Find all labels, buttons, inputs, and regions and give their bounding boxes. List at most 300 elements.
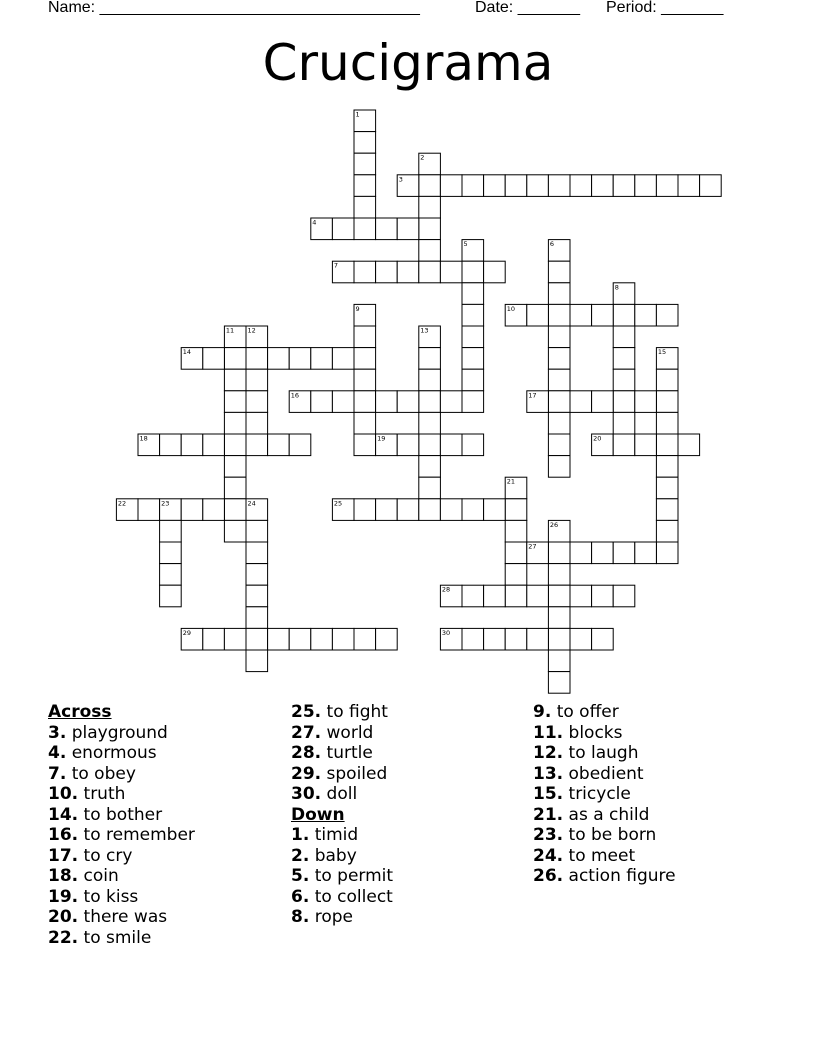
- grid-cell[interactable]: [570, 542, 592, 564]
- clue-item: [48, 866, 195, 887]
- grid-cell[interactable]: [181, 434, 203, 456]
- grid-cell[interactable]: [656, 391, 678, 413]
- grid-cell[interactable]: [160, 564, 182, 586]
- clue-item: [48, 723, 195, 744]
- grid-cell[interactable]: [548, 391, 570, 413]
- clue-text: to fight: [326, 702, 388, 722]
- grid-cell[interactable]: [160, 542, 182, 564]
- cell-number: 29: [182, 628, 191, 637]
- grid-cell[interactable]: [484, 585, 506, 607]
- clue-item: [291, 907, 393, 928]
- grid-cell[interactable]: [635, 434, 657, 456]
- grid-cell[interactable]: [635, 391, 657, 413]
- grid-cell[interactable]: [354, 434, 376, 456]
- grid-cell[interactable]: [289, 628, 311, 650]
- grid-cell[interactable]: [354, 499, 376, 521]
- clue-item: [533, 764, 676, 785]
- clue-number: 27.: [291, 722, 322, 743]
- clue-number: 25.: [291, 702, 322, 722]
- grid-cell[interactable]: [548, 650, 570, 672]
- grid-cell[interactable]: [224, 499, 246, 521]
- clue-item: [533, 702, 676, 723]
- grid-cell[interactable]: [505, 499, 527, 521]
- grid-cell[interactable]: [462, 499, 484, 521]
- grid-cell[interactable]: [548, 304, 570, 326]
- grid-cell[interactable]: [419, 240, 441, 262]
- grid-cell[interactable]: [527, 304, 549, 326]
- page-title: Crucigrama: [262, 34, 554, 92]
- clue-number: 19.: [48, 886, 79, 907]
- grid-cell[interactable]: [203, 348, 225, 370]
- clue-text: to collect: [314, 886, 393, 907]
- grid-cell[interactable]: [656, 412, 678, 434]
- grid-cell[interactable]: [440, 175, 462, 197]
- clue-item: [291, 846, 393, 867]
- clue-number: 11.: [533, 722, 564, 743]
- grid-cell[interactable]: [289, 434, 311, 456]
- grid-cell[interactable]: [160, 520, 182, 542]
- clue-number: 8.: [291, 907, 310, 927]
- clue-number: 26.: [533, 866, 564, 886]
- grid-cell[interactable]: [505, 542, 527, 564]
- grid-cell[interactable]: [268, 434, 290, 456]
- grid-cell[interactable]: [548, 456, 570, 478]
- cell-number: 15: [657, 348, 667, 357]
- grid-cell[interactable]: [656, 520, 678, 542]
- grid-cell[interactable]: [548, 261, 570, 283]
- grid-cell[interactable]: [592, 304, 614, 326]
- grid-cell[interactable]: [548, 326, 570, 348]
- clue-item: [48, 928, 195, 949]
- grid-cell[interactable]: [354, 348, 376, 370]
- clue-number: 14.: [48, 804, 79, 825]
- cell-number: 26: [549, 520, 559, 529]
- grid-cell[interactable]: [505, 585, 527, 607]
- grid-cell[interactable]: [462, 175, 484, 197]
- grid-cell[interactable]: [246, 348, 268, 370]
- cell-number: 8: [614, 283, 619, 292]
- grid-cell[interactable]: [354, 218, 376, 240]
- grid-cell[interactable]: [462, 283, 484, 305]
- clue-number: 24.: [533, 845, 564, 866]
- grid-cell[interactable]: [484, 628, 506, 650]
- grid-cell[interactable]: [484, 499, 506, 521]
- clue-number: 2.: [291, 845, 310, 866]
- clue-text: playground: [71, 722, 168, 743]
- clue-item: [533, 805, 676, 826]
- clue-number: 15.: [533, 784, 564, 804]
- grid-cell[interactable]: [548, 542, 570, 564]
- clue-item: [48, 805, 195, 826]
- grid-cell[interactable]: [224, 456, 246, 478]
- clue-text: truth: [83, 784, 126, 804]
- grid-cell[interactable]: [354, 153, 376, 175]
- clue-text: doll: [326, 784, 358, 804]
- clue-item: [533, 723, 676, 744]
- grid-cell[interactable]: [592, 175, 614, 197]
- clue-item: [48, 784, 195, 805]
- clue-text: to offer: [556, 702, 619, 722]
- down-heading: Down: [291, 804, 345, 825]
- grid-cell[interactable]: [613, 391, 635, 413]
- cell-number: 23: [161, 499, 170, 508]
- grid-cell[interactable]: [246, 434, 268, 456]
- grid-cell[interactable]: [224, 477, 246, 499]
- grid-cell[interactable]: [354, 628, 376, 650]
- grid-cell[interactable]: [354, 132, 376, 154]
- grid-cell[interactable]: [268, 348, 290, 370]
- clue-text: to obey: [71, 763, 136, 784]
- clue-item: [48, 846, 195, 867]
- grid-cell[interactable]: [160, 585, 182, 607]
- clue-text: baby: [314, 845, 357, 866]
- grid-cell[interactable]: [635, 175, 657, 197]
- grid-cell[interactable]: [203, 434, 225, 456]
- clue-item: [291, 764, 393, 785]
- grid-cell[interactable]: [527, 628, 549, 650]
- grid-cell[interactable]: [397, 218, 419, 240]
- grid-cell[interactable]: [570, 391, 592, 413]
- grid-cell[interactable]: [289, 348, 311, 370]
- grid-cell[interactable]: [462, 391, 484, 413]
- clue-number: 10.: [48, 784, 79, 804]
- grid-cell[interactable]: [548, 283, 570, 305]
- grid-cell[interactable]: [700, 175, 722, 197]
- grid-cell[interactable]: [613, 412, 635, 434]
- grid-cell[interactable]: [160, 434, 182, 456]
- clue-text: to meet: [568, 845, 636, 866]
- clue-number: 30.: [291, 784, 322, 804]
- grid-cell[interactable]: [332, 348, 354, 370]
- grid-cell[interactable]: [548, 412, 570, 434]
- clue-text: enormous: [71, 743, 157, 763]
- clue-number: 1.: [291, 825, 310, 845]
- cell-number: 2: [420, 153, 425, 162]
- grid-cell[interactable]: [354, 175, 376, 197]
- grid-cell[interactable]: [570, 175, 592, 197]
- grid-cell[interactable]: [462, 585, 484, 607]
- grid-cell[interactable]: [462, 434, 484, 456]
- grid-cell[interactable]: [246, 650, 268, 672]
- clue-text: turtle: [326, 743, 373, 763]
- grid-cell[interactable]: [332, 628, 354, 650]
- grid-cell[interactable]: [613, 175, 635, 197]
- cell-number: 20: [593, 434, 602, 443]
- grid-cell[interactable]: [592, 628, 614, 650]
- clue-text: tricycle: [568, 784, 631, 804]
- clue-text: blocks: [568, 722, 623, 743]
- grid-cell[interactable]: [354, 369, 376, 391]
- clue-text: to laugh: [568, 743, 639, 763]
- grid-cell[interactable]: [613, 304, 635, 326]
- cell-number: 6: [549, 240, 555, 249]
- grid-cell[interactable]: [613, 348, 635, 370]
- grid-cell[interactable]: [224, 434, 246, 456]
- across-heading: Across: [48, 702, 112, 722]
- grid-cell[interactable]: [613, 585, 635, 607]
- grid-cell[interactable]: [678, 434, 700, 456]
- clue-text: there was: [83, 907, 168, 927]
- clue-number: 29.: [291, 763, 322, 784]
- clue-text: to bother: [83, 804, 163, 825]
- grid-cell[interactable]: [548, 672, 570, 694]
- grid-cell[interactable]: [440, 261, 462, 283]
- clue-item: [533, 784, 676, 805]
- grid-cell[interactable]: [224, 412, 246, 434]
- grid-cell[interactable]: [376, 391, 398, 413]
- grid-cell[interactable]: [397, 499, 419, 521]
- grid-cell[interactable]: [462, 628, 484, 650]
- cell-number: 7: [333, 261, 339, 270]
- grid-cell[interactable]: [224, 628, 246, 650]
- clue-text: to smile: [83, 927, 152, 948]
- grid-cell[interactable]: [419, 348, 441, 370]
- grid-cell[interactable]: [419, 261, 441, 283]
- clue-number: 22.: [48, 927, 79, 948]
- grid-cell[interactable]: [203, 628, 225, 650]
- grid-cell[interactable]: [527, 585, 549, 607]
- clue-item: [291, 784, 393, 805]
- clue-item: [533, 846, 676, 867]
- cell-number: 4: [312, 218, 317, 227]
- clue-item: [48, 887, 195, 908]
- down-clues-column-3: [533, 702, 676, 887]
- grid-cell[interactable]: [419, 477, 441, 499]
- clue-item: [48, 764, 195, 785]
- period-field-label[interactable]: Period: _______: [606, 0, 724, 16]
- grid-cell[interactable]: [656, 369, 678, 391]
- clue-number: 9.: [533, 702, 552, 722]
- clue-text: to remember: [83, 825, 195, 845]
- grid-cell[interactable]: [138, 499, 160, 521]
- grid-cell[interactable]: [376, 499, 398, 521]
- cell-number: 3: [398, 175, 403, 184]
- grid-cell[interactable]: [440, 499, 462, 521]
- grid-cell[interactable]: [548, 628, 570, 650]
- grid-cell[interactable]: [635, 304, 657, 326]
- clue-text: action figure: [568, 866, 676, 886]
- grid-cell[interactable]: [613, 542, 635, 564]
- clue-text: to cry: [83, 845, 133, 866]
- clue-item: [291, 887, 393, 908]
- clue-number: 12.: [533, 743, 564, 763]
- grid-cell[interactable]: [419, 218, 441, 240]
- grid-cell[interactable]: [311, 628, 333, 650]
- grid-cell[interactable]: [246, 607, 268, 629]
- clue-item: [291, 866, 393, 887]
- grid-cell[interactable]: [592, 391, 614, 413]
- grid-cell[interactable]: [419, 434, 441, 456]
- clue-number: 21.: [533, 804, 564, 825]
- grid-cell[interactable]: [570, 304, 592, 326]
- grid-cell[interactable]: [505, 628, 527, 650]
- grid-cell[interactable]: [224, 348, 246, 370]
- clue-item: [291, 825, 393, 846]
- grid-cell[interactable]: [419, 499, 441, 521]
- grid-cell[interactable]: [656, 542, 678, 564]
- clue-text: to permit: [314, 866, 394, 886]
- grid-cell[interactable]: [332, 218, 354, 240]
- grid-cell[interactable]: [311, 391, 333, 413]
- grid-cell[interactable]: [548, 564, 570, 586]
- clues-column-2: [291, 702, 393, 928]
- grid-cell[interactable]: [548, 585, 570, 607]
- grid-cell[interactable]: [246, 412, 268, 434]
- grid-cell[interactable]: [354, 261, 376, 283]
- grid-cell[interactable]: [462, 261, 484, 283]
- grid-cell[interactable]: [548, 369, 570, 391]
- grid-cell[interactable]: [548, 175, 570, 197]
- grid-cell[interactable]: [505, 520, 527, 542]
- grid-cell[interactable]: [462, 348, 484, 370]
- grid-cell[interactable]: [419, 175, 441, 197]
- grid-cell[interactable]: [419, 412, 441, 434]
- clue-number: 20.: [48, 907, 79, 927]
- grid-cell[interactable]: [419, 391, 441, 413]
- grid-cell[interactable]: [397, 261, 419, 283]
- grid-cell[interactable]: [505, 175, 527, 197]
- clue-item: [533, 743, 676, 764]
- cell-number: 22: [117, 499, 127, 508]
- grid-cell[interactable]: [246, 369, 268, 391]
- grid-cell[interactable]: [246, 585, 268, 607]
- cell-number: 12: [247, 326, 256, 335]
- grid-cell[interactable]: [613, 326, 635, 348]
- clue-number: 13.: [533, 763, 564, 784]
- cell-number: 17: [528, 391, 537, 400]
- clue-text: obedient: [568, 763, 644, 784]
- grid-cell[interactable]: [548, 348, 570, 370]
- grid-cell[interactable]: [527, 175, 549, 197]
- clue-text: world: [326, 722, 374, 743]
- clue-number: 5.: [291, 866, 310, 886]
- clue-text: coin: [83, 866, 119, 886]
- grid-cell[interactable]: [548, 434, 570, 456]
- cell-number: 13: [420, 326, 429, 335]
- clue-item: [291, 702, 393, 723]
- clue-text: timid: [314, 825, 359, 845]
- grid-cell[interactable]: [656, 434, 678, 456]
- clue-item: [48, 907, 195, 928]
- grid-cell[interactable]: [613, 369, 635, 391]
- clue-item: [48, 825, 195, 846]
- grid-cell[interactable]: [613, 434, 635, 456]
- clue-text: as a child: [568, 804, 650, 825]
- clue-number: 4.: [48, 743, 67, 763]
- grid-cell[interactable]: [462, 326, 484, 348]
- grid-cell[interactable]: [246, 628, 268, 650]
- grid-cell[interactable]: [419, 369, 441, 391]
- clue-number: 23.: [533, 825, 564, 845]
- grid-cell[interactable]: [635, 542, 657, 564]
- grid-cell[interactable]: [419, 456, 441, 478]
- grid-cell[interactable]: [397, 391, 419, 413]
- cell-number: 25: [333, 499, 343, 508]
- clue-text: rope: [314, 907, 353, 927]
- grid-cell[interactable]: [354, 391, 376, 413]
- clue-number: 7.: [48, 763, 67, 784]
- grid-cell[interactable]: [311, 348, 333, 370]
- clue-item: [533, 866, 676, 887]
- grid-cell[interactable]: [570, 585, 592, 607]
- grid-cell[interactable]: [656, 499, 678, 521]
- grid-cell[interactable]: [678, 175, 700, 197]
- clue-text: to be born: [568, 825, 657, 845]
- grid-cell[interactable]: [570, 628, 592, 650]
- cell-number: 5: [463, 240, 468, 249]
- grid-cell[interactable]: [656, 456, 678, 478]
- clue-text: spoiled: [326, 763, 388, 784]
- grid-cell[interactable]: [224, 391, 246, 413]
- clue-number: 16.: [48, 825, 79, 845]
- cell-number: 21: [506, 477, 515, 486]
- grid-cell[interactable]: [656, 304, 678, 326]
- cell-number: 16: [290, 391, 299, 400]
- grid-cell[interactable]: [332, 391, 354, 413]
- clue-text: to kiss: [83, 886, 139, 907]
- grid-cell[interactable]: [592, 585, 614, 607]
- grid-cell[interactable]: [462, 369, 484, 391]
- grid-cell[interactable]: [246, 564, 268, 586]
- grid-cell[interactable]: [484, 175, 506, 197]
- grid-cell[interactable]: [440, 434, 462, 456]
- clue-number: 17.: [48, 845, 79, 866]
- grid-cell[interactable]: [484, 261, 506, 283]
- grid-cell[interactable]: [397, 434, 419, 456]
- grid-cell[interactable]: [354, 412, 376, 434]
- grid-cell[interactable]: [354, 326, 376, 348]
- cell-number: 10: [506, 304, 515, 313]
- cell-number: 9: [355, 304, 360, 313]
- clue-number: 18.: [48, 866, 79, 886]
- grid-cell[interactable]: [376, 628, 398, 650]
- grid-cell[interactable]: [376, 261, 398, 283]
- grid-cell[interactable]: [592, 542, 614, 564]
- grid-cell[interactable]: [548, 607, 570, 629]
- grid-cell[interactable]: [462, 304, 484, 326]
- grid-cell[interactable]: [246, 520, 268, 542]
- grid-cell[interactable]: [203, 499, 225, 521]
- clue-number: 3.: [48, 722, 67, 743]
- cell-number: 27: [528, 542, 537, 551]
- grid-cell[interactable]: [246, 391, 268, 413]
- across-clues-column-1: [48, 702, 195, 948]
- grid-cell[interactable]: [376, 218, 398, 240]
- grid-cell[interactable]: [354, 196, 376, 218]
- grid-cell[interactable]: [419, 196, 441, 218]
- cell-number: 1: [355, 110, 360, 119]
- grid-cell[interactable]: [181, 499, 203, 521]
- clue-item: [291, 723, 393, 744]
- grid-cell[interactable]: [505, 564, 527, 586]
- cell-number: 30: [441, 628, 451, 637]
- grid-cell[interactable]: [440, 391, 462, 413]
- grid-cell[interactable]: [268, 628, 290, 650]
- cell-number: 14: [182, 348, 191, 357]
- name-field-label[interactable]: Name: ____________________________________: [48, 0, 420, 16]
- grid-cell[interactable]: [656, 175, 678, 197]
- grid-cell[interactable]: [656, 477, 678, 499]
- cell-number: 19: [377, 434, 386, 443]
- grid-cell[interactable]: [224, 369, 246, 391]
- clue-item: [48, 743, 195, 764]
- clue-item: [533, 825, 676, 846]
- cell-number: 28: [441, 585, 451, 594]
- cell-number: 24: [247, 499, 256, 508]
- grid-cell[interactable]: [224, 520, 246, 542]
- grid-cell[interactable]: [246, 542, 268, 564]
- date-field-label[interactable]: Date: _______: [475, 0, 580, 16]
